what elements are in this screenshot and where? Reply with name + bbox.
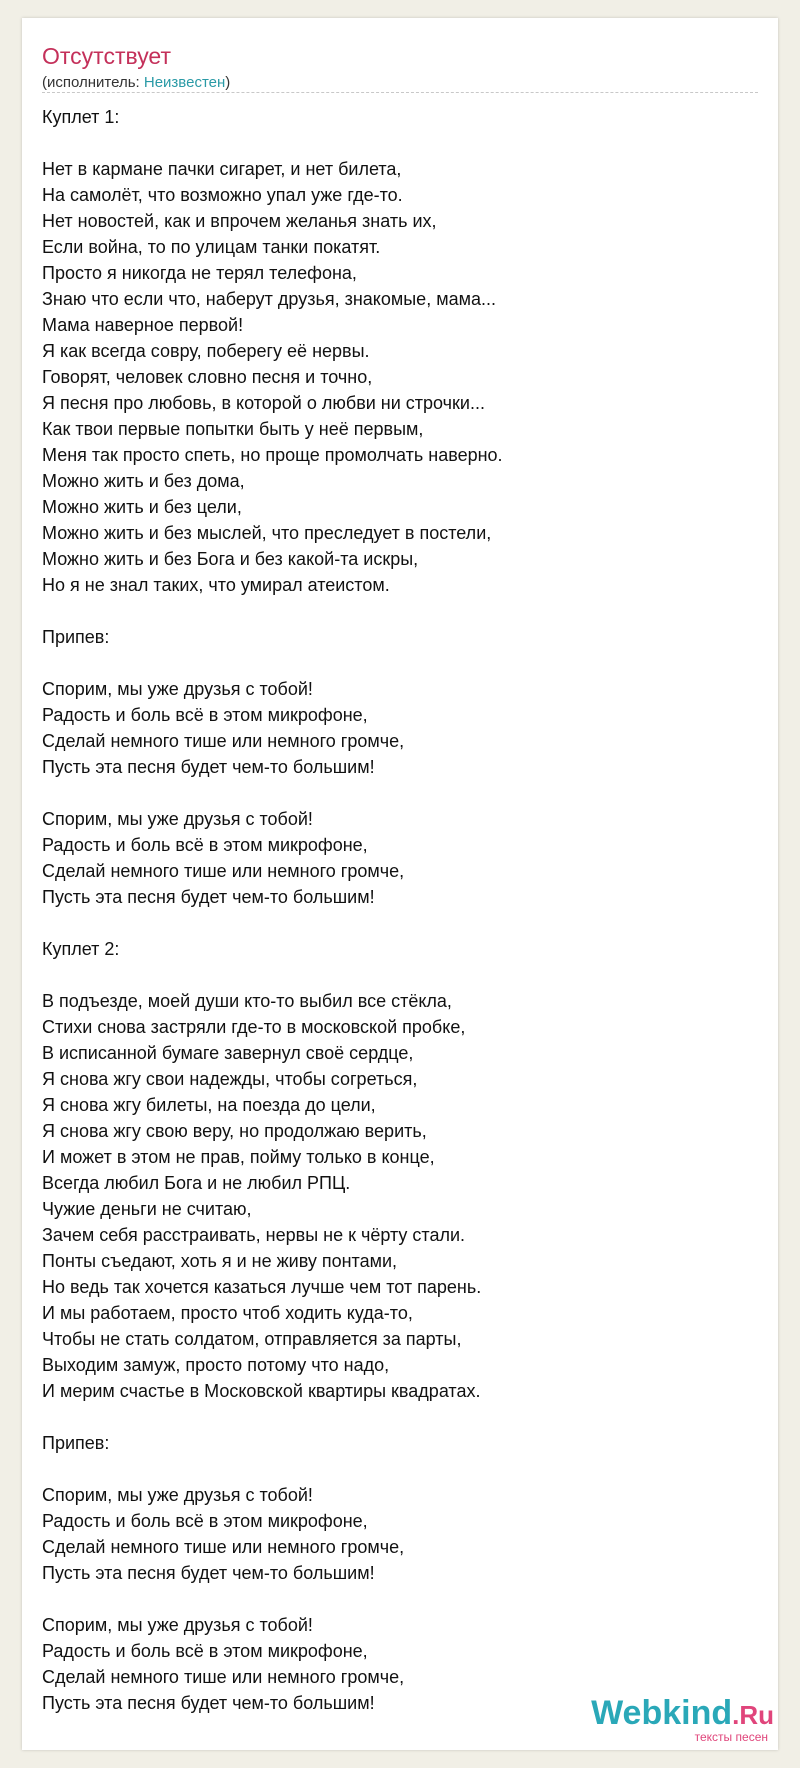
lyrics-line: Спорим, мы уже друзья с тобой! xyxy=(42,679,313,699)
lyrics-line: Сделай немного тише или немного громче, xyxy=(42,1537,405,1557)
artist-link[interactable]: Неизвестен xyxy=(143,74,226,91)
lyrics-line: Сделай немного тише или немного громче, xyxy=(42,1667,405,1687)
lyrics-line: Стихи снова застряли где-то в московской пробке, xyxy=(42,1017,466,1037)
lyrics-line: Но я не знал таких, что умирал атеистом. xyxy=(42,575,390,595)
lyrics-line: Можно жить и без Бога и без какой-та искры, xyxy=(42,549,419,569)
lyrics-line: Пусть эта песня будет чем-то большим! xyxy=(42,887,375,907)
lyrics-line: Сделай немного тише или немного громче, xyxy=(42,861,405,881)
logo-tld: .Ru xyxy=(732,1700,774,1730)
lyrics-line: Пусть эта песня будет чем-то большим! xyxy=(42,1693,375,1713)
lyrics-line: Куплет 1: xyxy=(42,107,120,127)
lyrics-line: Я песня про любовь, в которой о любви ни строчки... xyxy=(42,393,485,413)
song-title: Отсутствует xyxy=(42,43,171,69)
lyrics-line: Я снова жгу свою веру, но продолжаю верить, xyxy=(42,1121,427,1141)
lyrics-line: Припев: xyxy=(42,627,110,647)
artist-suffix: ) xyxy=(225,74,231,91)
lyrics-line: И может в этом не прав, пойму только в конце, xyxy=(42,1147,435,1167)
lyrics-line: Пусть эта песня будет чем-то большим! xyxy=(42,1563,375,1583)
lyrics-line: Радость и боль всё в этом микрофоне, xyxy=(42,705,368,725)
lyrics-blank-line xyxy=(42,780,742,806)
lyrics-line: И мерим счастье в Московской квартиры квадратах. xyxy=(42,1381,481,1401)
lyrics-line: Мама наверное первой! xyxy=(42,315,244,335)
lyrics-line: Радость и боль всё в этом микрофоне, xyxy=(42,835,368,855)
lyrics-line: Меня так просто спеть, но проще промолчать наверно. xyxy=(42,445,503,465)
lyrics-line: Я снова жгу билеты, на поезда до цели, xyxy=(42,1095,376,1115)
lyrics-line: Спорим, мы уже друзья с тобой! xyxy=(42,1615,313,1635)
lyrics-line: Сделай немного тише или немного громче, xyxy=(42,731,405,751)
lyrics-line: Всегда любил Бога и не любил РПЦ. xyxy=(42,1173,351,1193)
lyrics-line: И мы работаем, просто чтоб ходить куда-то, xyxy=(42,1303,413,1323)
lyrics-line: Нет в кармане пачки сигарет, и нет билета, xyxy=(42,159,402,179)
lyrics-line: Зачем себя расстраивать, нервы не к чёрту стали. xyxy=(42,1225,466,1245)
site-logo[interactable] xyxy=(574,1694,774,1746)
lyrics-blank-line xyxy=(42,130,742,156)
lyrics-line: Радость и боль всё в этом микрофоне, xyxy=(42,1511,368,1531)
lyrics-blank-line xyxy=(42,910,742,936)
lyrics-line: Припев: xyxy=(42,1433,110,1453)
lyrics-line: Чтобы не стать солдатом, отправляется за парты, xyxy=(42,1329,462,1349)
artist-prefix: (исполнитель: xyxy=(42,74,144,91)
lyrics-line: Говорят, человек словно песня и точно, xyxy=(42,367,373,387)
lyrics-blank-line xyxy=(42,1586,742,1612)
logo-brand: Webkind xyxy=(591,1694,733,1732)
lyrics-line: В исписанной бумаге завернул своё сердце, xyxy=(42,1043,414,1063)
lyrics-line: Пусть эта песня будет чем-то большим! xyxy=(42,757,375,777)
lyrics-line: Спорим, мы уже друзья с тобой! xyxy=(42,1485,313,1505)
lyrics-blank-line xyxy=(42,1404,742,1430)
lyrics-line: Радость и боль всё в этом микрофоне, xyxy=(42,1641,368,1661)
lyrics-line: Если война, то по улицам танки покатят. xyxy=(42,237,381,257)
artist-line xyxy=(42,74,230,92)
lyrics-line: Знаю что если что, наберут друзья, знакомые, мама... xyxy=(42,289,496,309)
song-header xyxy=(42,42,230,92)
lyrics-line: Нет новостей, как и впрочем желанья знать их, xyxy=(42,211,437,231)
lyrics-line: Я снова жгу свои надежды, чтобы согреться, xyxy=(42,1069,418,1089)
header-divider xyxy=(42,92,758,93)
lyrics-line: Но ведь так хочется казаться лучше чем тот парень. xyxy=(42,1277,482,1297)
lyrics-line: На самолёт, что возможно упал уже где-то. xyxy=(42,185,403,205)
lyrics-line: В подъезде, моей души кто-то выбил все стёкла, xyxy=(42,991,452,1011)
lyrics-line: Можно жить и без мыслей, что преследует в постели, xyxy=(42,523,492,543)
lyrics-line: Чужие деньги не считаю, xyxy=(42,1199,252,1219)
lyrics-body xyxy=(42,104,742,1716)
logo-tagline: тексты песен xyxy=(694,1730,768,1744)
lyrics-blank-line xyxy=(42,962,742,988)
lyrics-blank-line xyxy=(42,1456,742,1482)
lyrics-line: Я как всегда совру, поберегу её нервы. xyxy=(42,341,370,361)
lyrics-line: Выходим замуж, просто потому что надо, xyxy=(42,1355,390,1375)
lyrics-line: Понты съедают, хоть я и не живу понтами, xyxy=(42,1251,398,1271)
lyrics-blank-line xyxy=(42,650,742,676)
logo-wordmark xyxy=(591,1694,774,1734)
lyrics-blank-line xyxy=(42,598,742,624)
lyrics-line: Спорим, мы уже друзья с тобой! xyxy=(42,809,313,829)
lyrics-line: Можно жить и без дома, xyxy=(42,471,245,491)
lyrics-line: Можно жить и без цели, xyxy=(42,497,242,517)
lyrics-line: Куплет 2: xyxy=(42,939,120,959)
lyrics-line: Как твои первые попытки быть у неё первым, xyxy=(42,419,424,439)
lyrics-line: Просто я никогда не терял телефона, xyxy=(42,263,357,283)
